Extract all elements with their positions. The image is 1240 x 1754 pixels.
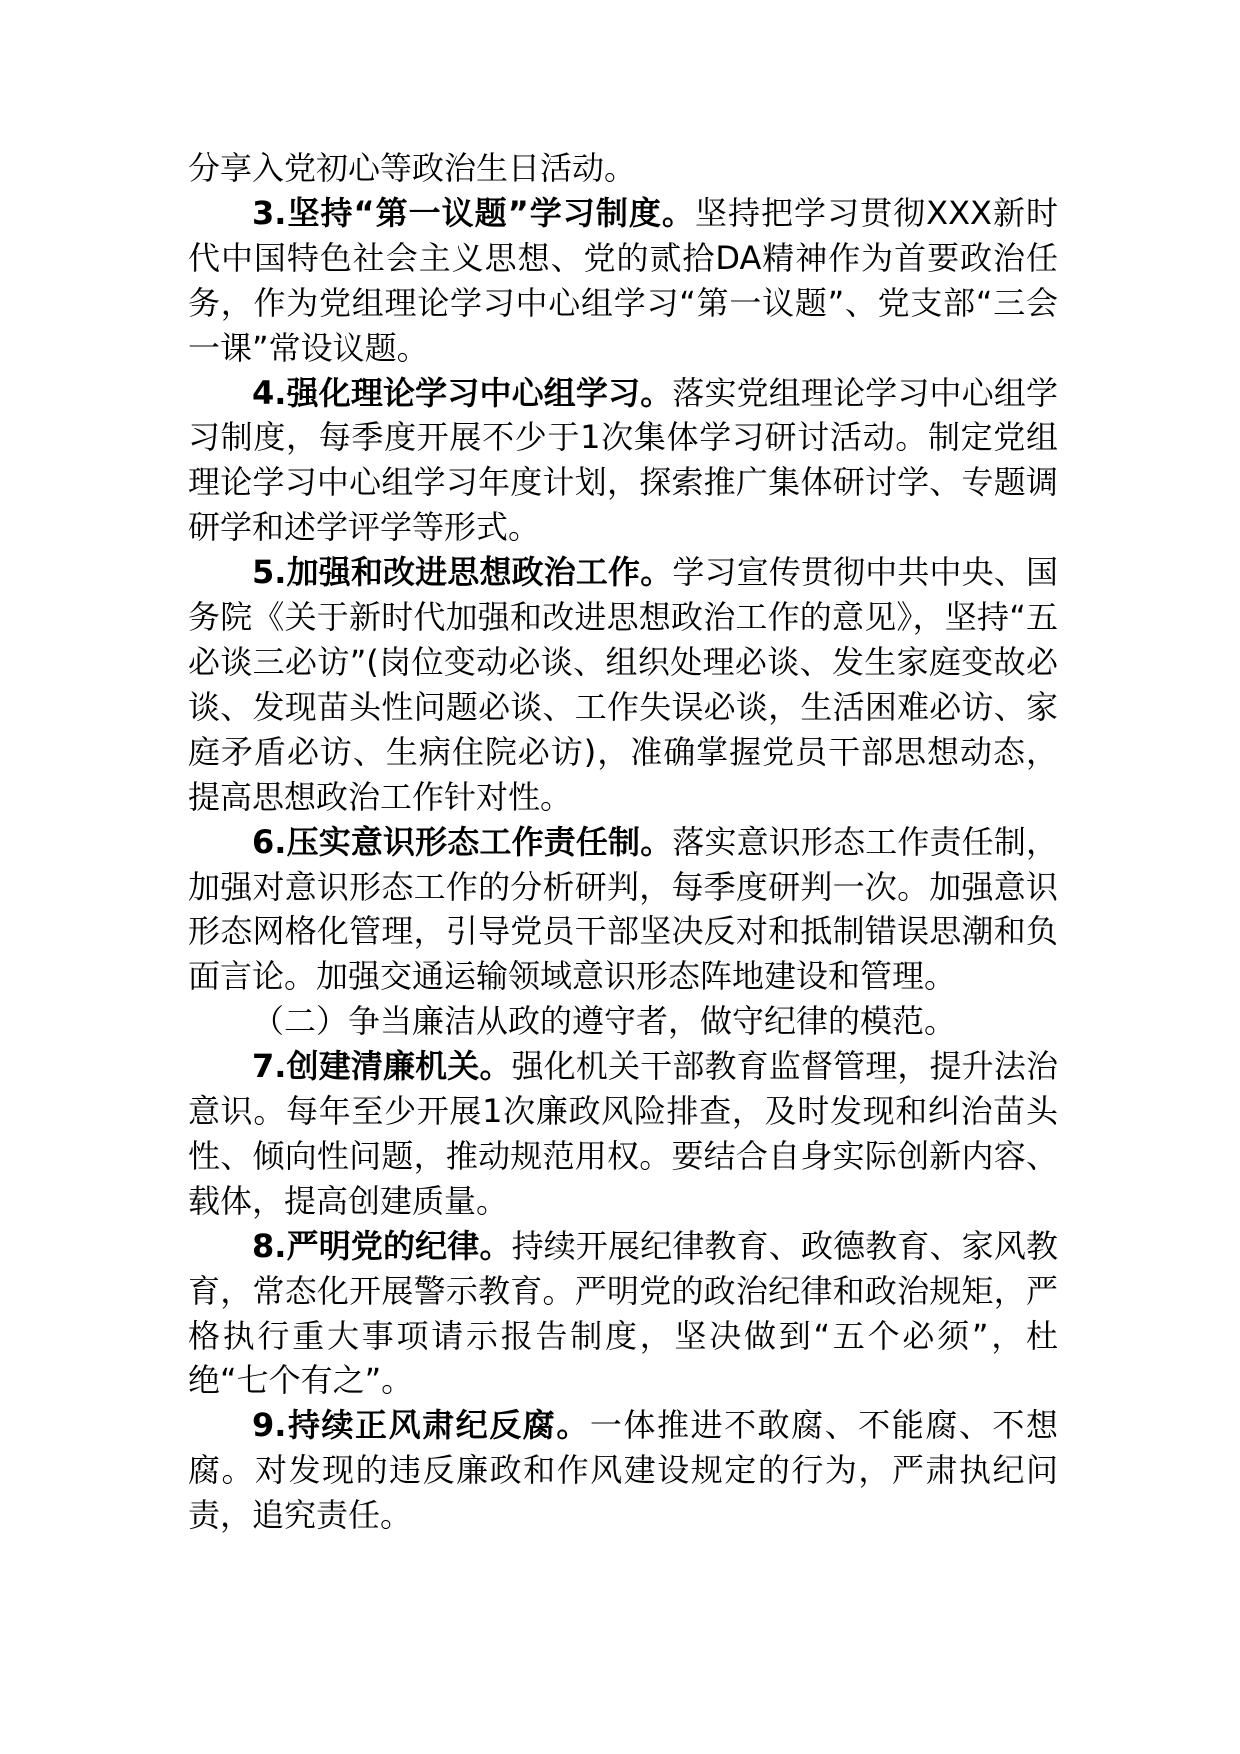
paragraph-continuation xyxy=(188,146,1058,191)
section-subheading xyxy=(188,999,1058,1044)
paragraph-heading: 3.坚持“第一议题”学习制度。 xyxy=(252,193,695,232)
paragraph-text: 落实党组理论学习中心组学习制度，每季度开展不少于1次集体学习研讨活动。制定党组理论学习中心组学习年度计划，探索推广集体研讨学、专题调研学和述学评学等形式。 xyxy=(188,373,1058,547)
paragraph-heading: 4.强化理论学习中心组学习。 xyxy=(252,373,673,412)
paragraph-item-4 xyxy=(188,371,1058,551)
paragraph-item-6 xyxy=(188,820,1058,1000)
paragraph-heading: 8.严明党的纪律。 xyxy=(252,1226,512,1265)
paragraph-text: 学习宣传贯彻中共中央、国务院《关于新时代加强和改进思想政治工作的意见》，坚持“五必谈三必访”(岗位变动必谈、组织处理必谈、发生家庭变故必谈、发现苗头性问题必谈、工作失误必谈，生活困难必访、家庭矛盾必访、生病住院必访)，准确掌握党员干部思想动态，提高思想政治工作针对性。 xyxy=(188,553,1058,816)
paragraph-text: 一体推进不敢腐、不能腐、不想腐。对发现的违反廉政和作风建设规定的行为，严肃执纪问责，追究责任。 xyxy=(188,1406,1058,1535)
section-subheading-text: （二）争当廉洁从政的遵守者，做守纪律的模范。 xyxy=(252,1002,957,1041)
paragraph-text: 强化机关干部教育监督管理，提升法治意识。每年至少开展1次廉政风险排查，及时发现和纠治苗头性、倾向性问题，推动规范用权。要结合自身实际创新内容、载体，提高创建质量。 xyxy=(188,1047,1058,1220)
paragraph-heading: 5.加强和改进思想政治工作。 xyxy=(252,553,673,592)
paragraph-heading: 9.持续正风肃纪反腐。 xyxy=(252,1406,590,1445)
paragraph-heading: 6.压实意识形态工作责任制。 xyxy=(252,822,673,861)
paragraph-text: 坚持把学习贯彻XXX新时代中国特色社会主义思想、党的贰拾DA精神作为首要政治任务，作为党组理论学习中心组学习“第一议题”、党支部“三会一课”常设议题。 xyxy=(188,193,1058,367)
document-body xyxy=(188,146,1058,1538)
paragraph-item-9 xyxy=(188,1403,1058,1538)
paragraph-text: 落实意识形态工作责任制，加强对意识形态工作的分析研判，每季度研判一次。加强意识形态网格化管理，引导党员干部坚决反对和抵制错误思潮和负面言论。加强交通运输领域意识形态阵地建设和管理。 xyxy=(188,822,1058,996)
paragraph-text: 分享入党初心等政治生日活动。 xyxy=(188,149,637,187)
paragraph-item-7 xyxy=(188,1044,1058,1224)
paragraph-item-8 xyxy=(188,1224,1058,1404)
paragraph-heading: 7.创建清廉机关。 xyxy=(252,1047,512,1086)
paragraph-item-3 xyxy=(188,191,1058,371)
paragraph-item-5 xyxy=(188,550,1058,819)
paragraph-text: 持续开展纪律教育、政德教育、家风教育，常态化开展警示教育。严明党的政治纪律和政治规矩，严格执行重大事项请示报告制度，坚决做到“五个必须”，杜绝“七个有之”。 xyxy=(188,1226,1058,1400)
